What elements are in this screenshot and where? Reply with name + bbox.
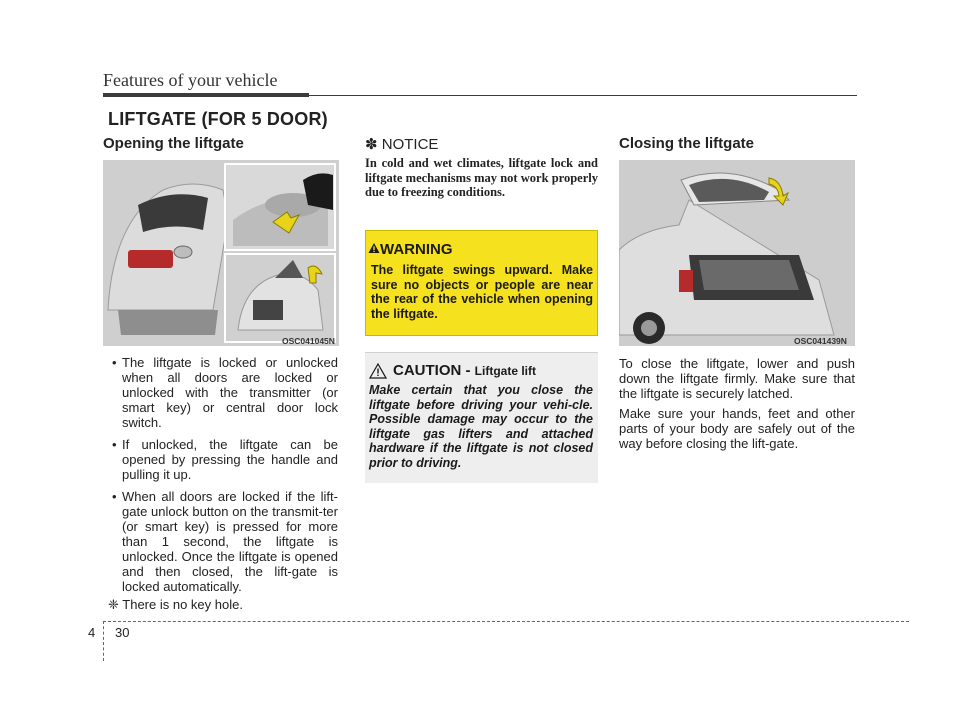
notice-title: ✽ NOTICE [365, 136, 439, 153]
caution-box [365, 352, 598, 483]
list-item: • When all doors are locked if the lift-gate unlock button on the transmit-ter (or smart key) is pressed for more than 1 second, the liftgate is unlocked. Once the liftgate is opened and then closed, the lift-gate is locked automatically. [110, 489, 338, 594]
warning-body: The liftgate swings upward. Make sure no objects or people are near the rear of the vehicle when opening the liftgate. [371, 263, 593, 321]
opening-heading: Opening the liftgate [103, 135, 244, 152]
chapter-number: 4 [88, 625, 96, 640]
opening-liftgate-illustration [103, 160, 339, 346]
warning-box [365, 230, 598, 336]
warning-title: WARNING [380, 241, 453, 258]
caution-label: CAUTION - [393, 362, 471, 379]
footer-dashed-rule [103, 621, 909, 622]
caution-subtitle: Liftgate lift [474, 364, 536, 378]
header-rule-thick [103, 93, 309, 97]
opening-photo-caption: OSC041045N [282, 336, 335, 346]
caution-body: Make certain that you close the liftgate before driving your vehi-cle. Possible damage may occur to the liftgate gas lifters and attached hardware if the liftgate is not closed prior to driving. [369, 383, 593, 470]
closing-heading: Closing the liftgate [619, 135, 754, 152]
section-title: LIFTGATE (FOR 5 DOOR) [108, 109, 328, 129]
closing-paragraph-2: Make sure your hands, feet and other parts of your body are safely out of the way before closing the lift-gate. [619, 406, 855, 451]
key-hole-footnote: ❈ There is no key hole. [108, 597, 243, 612]
notice-body: In cold and wet climates, liftgate lock and liftgate mechanisms may not work properly due to freezing conditions. [365, 156, 598, 199]
closing-paragraph-1: To close the liftgate, lower and push down the liftgate firmly. Make sure that the liftgate is securely latched. [619, 356, 855, 401]
list-item: • If unlocked, the liftgate can be opened by pressing the handle and pulling it up. [110, 437, 338, 482]
closing-photo-caption: OSC041439N [794, 336, 847, 346]
closing-liftgate-illustration [619, 160, 855, 346]
caution-title [393, 362, 536, 379]
running-header: Features of your vehicle [103, 70, 278, 90]
page-number: 30 [115, 625, 130, 640]
opening-liftgate-photo [103, 160, 339, 346]
list-item: • The liftgate is locked or unlocked when all doors are locked or unlocked with the transmitter (or smart key) or central door lock switch. [110, 355, 338, 430]
header-rule-thin [309, 95, 857, 96]
caution-triangle-icon [369, 363, 387, 379]
closing-liftgate-photo [619, 160, 855, 346]
warning-triangle-icon [368, 242, 380, 254]
footer-page-divider [103, 621, 104, 661]
opening-bullet-list [110, 355, 338, 601]
